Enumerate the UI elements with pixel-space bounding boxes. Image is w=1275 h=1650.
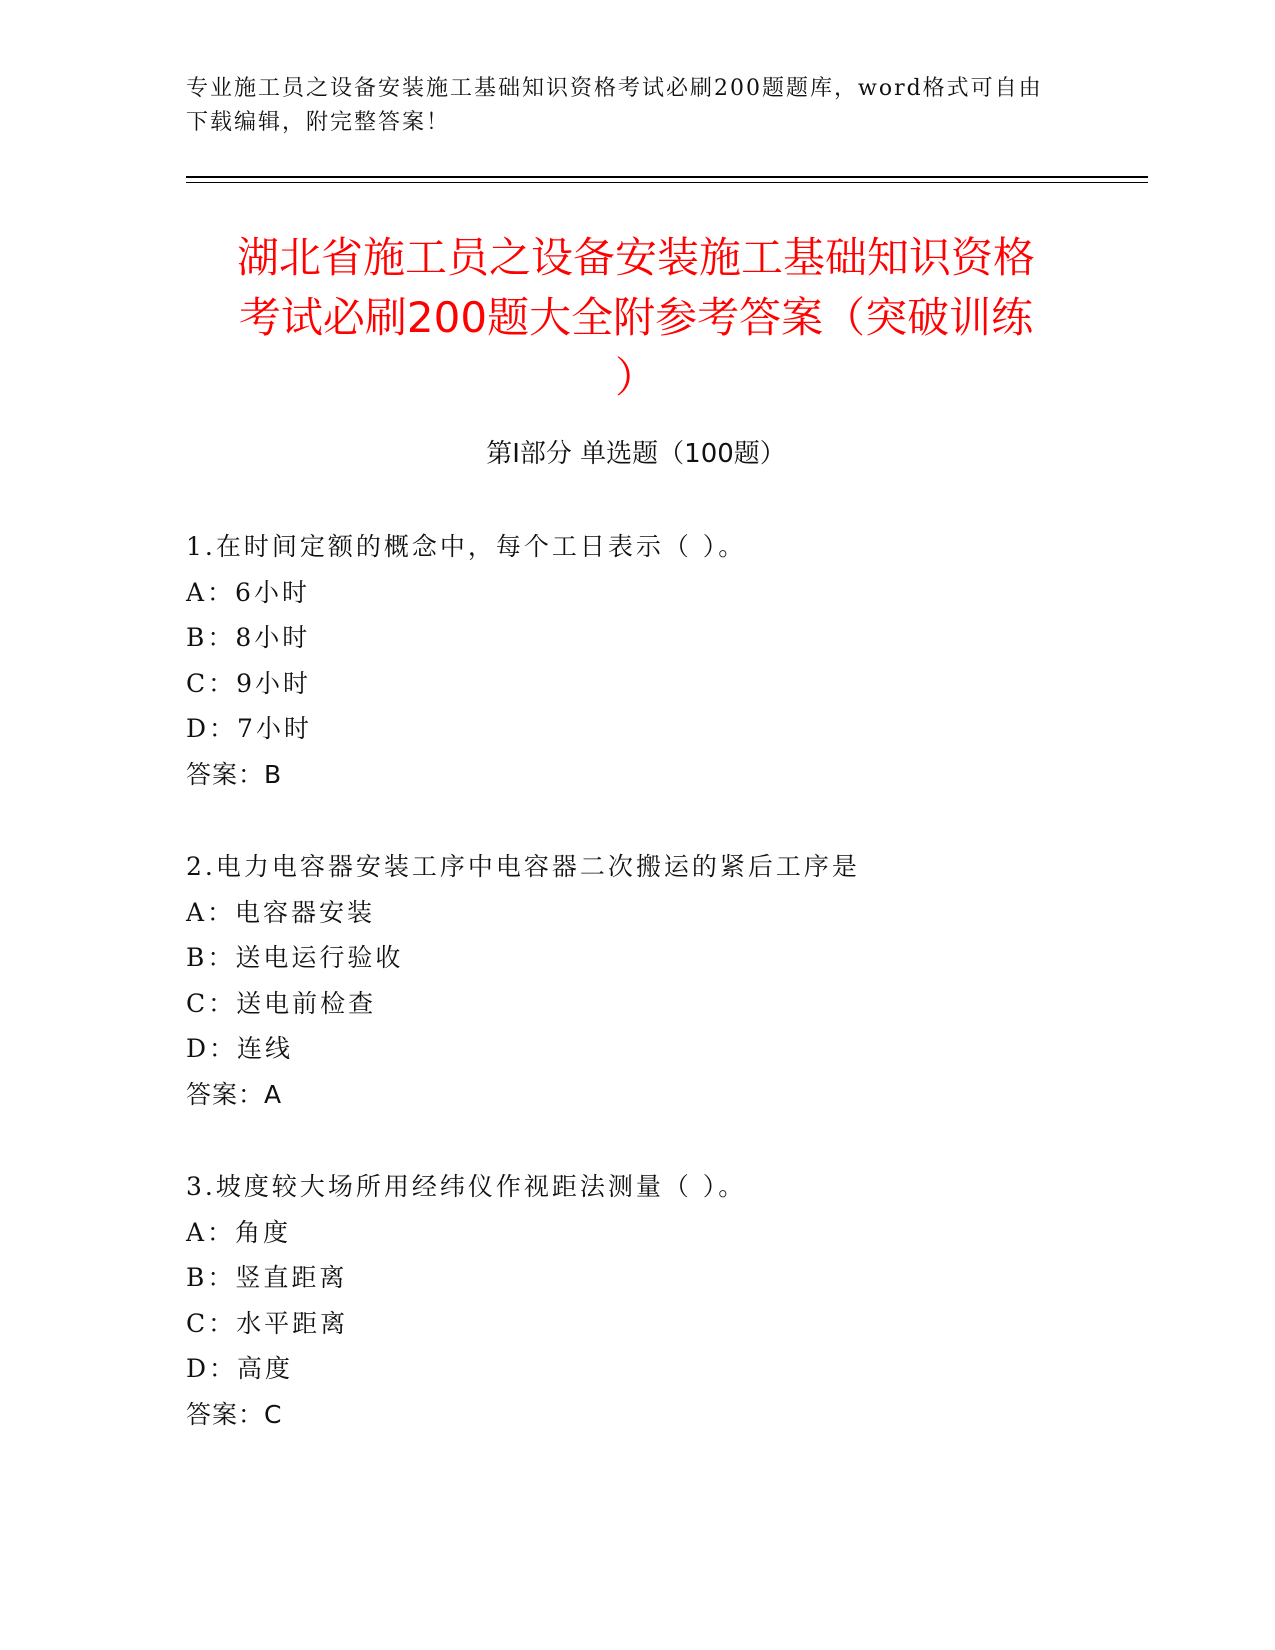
header-divider-thick (186, 176, 1148, 178)
question-1 (186, 524, 1086, 797)
question-stem: 2.电力电容器安装工序中电容器二次搬运的紧后工序是 (186, 852, 860, 881)
document-title-line-1: 湖北省施工员之设备安装施工基础知识资格 (236, 233, 1035, 282)
question-stem: 3.坡度较大场所用经纬仪作视距法测量（ ）。 (186, 1172, 747, 1201)
section-title: 第Ⅰ部分 单选题（100题） (486, 439, 786, 469)
option-b: B：送电运行验收 (186, 943, 404, 972)
option-b: B：8小时 (186, 623, 311, 652)
option-c: C：送电前检查 (186, 988, 377, 1018)
option-a: A：角度 (186, 1217, 292, 1247)
option-c: C：水平距离 (186, 1308, 349, 1338)
answer: 答案：C (186, 1399, 283, 1429)
header-note-line-2: 下载编辑，附完整答案！ (186, 110, 451, 135)
document-title-line-2: 考试必刷200题大全附参考答案（突破训练 (238, 293, 1034, 342)
option-d: D：高度 (186, 1354, 294, 1383)
header-divider-thin (186, 182, 1148, 183)
document-title-line-3: ） (614, 353, 657, 402)
answer: 答案：B (186, 759, 283, 789)
header-note-line-1: 专业施工员之设备安装施工基础知识资格考试必刷200题题库，word格式可自由 (186, 76, 1043, 101)
option-d: D：连线 (186, 1034, 294, 1063)
header-note (186, 72, 1086, 140)
answer: 答案：A (186, 1079, 283, 1109)
option-c: C：9小时 (186, 668, 312, 698)
option-b: B：竖直距离 (186, 1263, 348, 1292)
document-title (186, 228, 1086, 408)
question-2 (186, 844, 1086, 1117)
option-a: A：电容器安装 (186, 897, 376, 927)
option-a: A：6小时 (186, 577, 310, 607)
question-3 (186, 1164, 1086, 1437)
option-d: D：7小时 (186, 714, 312, 743)
question-stem: 1.在时间定额的概念中，每个工日表示（ ）。 (186, 532, 747, 561)
